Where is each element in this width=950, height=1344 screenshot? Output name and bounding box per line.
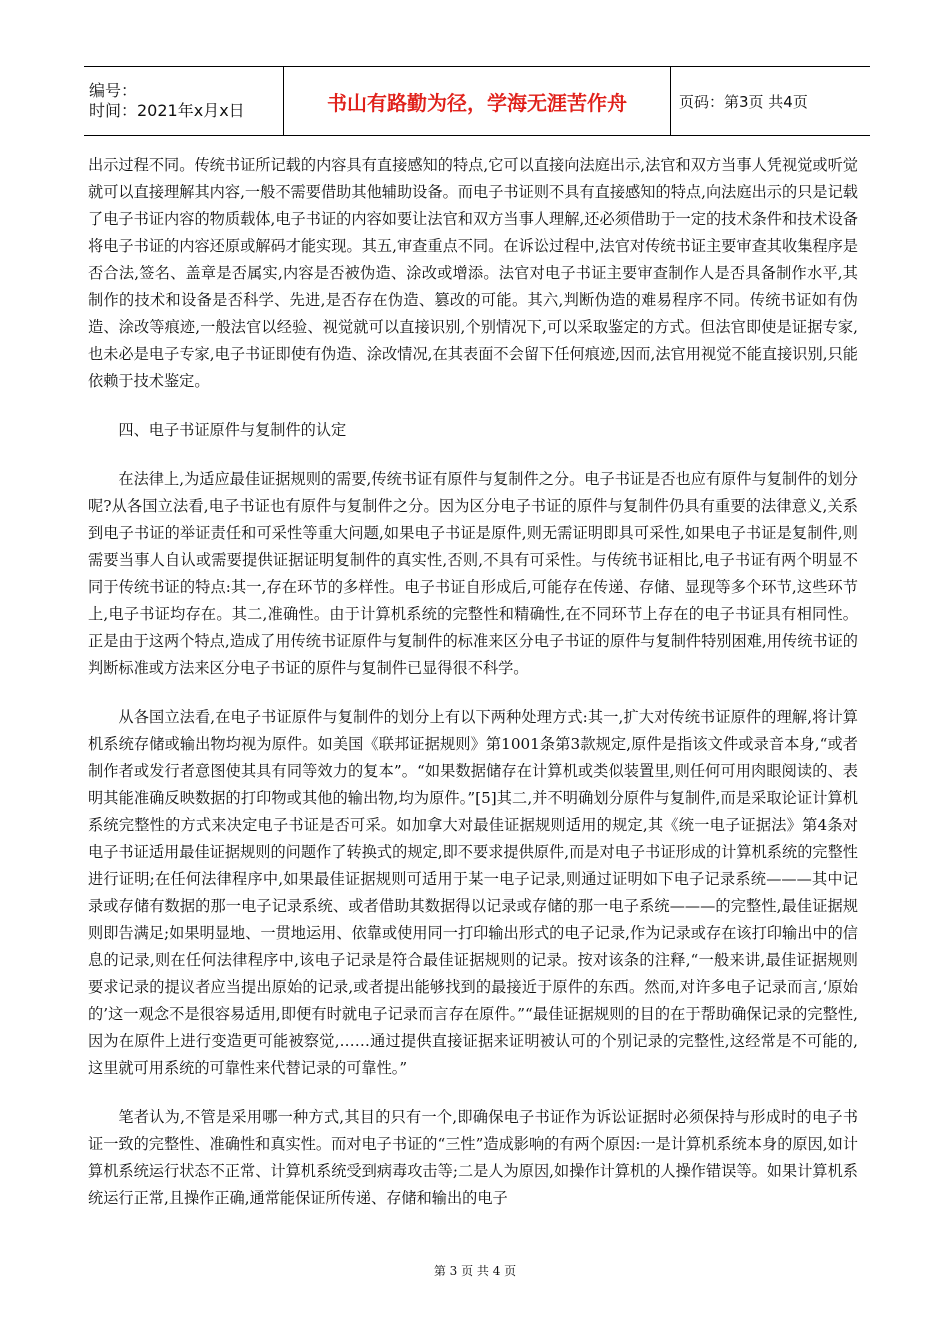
page-header — [84, 66, 870, 136]
section-heading: 四、电子书证原件与复制件的认定 — [118, 421, 347, 439]
body-paragraph: 从各国立法看,在电子书证原件与复制件的划分上有以下两种处理方式:其一,扩大对传统书证原件的理解,将计算机系统存储或输出物均视为原件。如美国《联邦证据规则》第1001条第3款规定,原件是指该文件或录音本身,“或者制作者或发行者意图使其具有同等效力的复本”。“如果数据储存在计算机或类似装置里,则任何可用肉眼阅读的、表明其能准确反映数据的打印物或其他的输出物,均为原件。”[5]其二,并不明确划分原件与复制件,而是采取论证计算机系统完整性的方式来决定电子书证是否可采。如加拿大对最佳证据规则适用的规定,其《统一电子证据法》第4条对电子书证适用最佳证据规则的问题作了转换式的规定,即不要求提供原件,而是对电子书证形成的计算机系统的完整性进行证明;在任何法律程序中,如果最佳证据规则可适用于某一电子记录,则通过证明如下电子记录系统———其中记录或存储有数据的那一电子记录系统、或者借助其数据得以记录或存储的那一电子系统———的完整性,最佳证据规则即告满足;如果明显地、一贯地运用、依靠或使用同一打印输出形式的电子记录,作为记录或存在该打印输出中的信息的记录,则在任何法律程序中,该电子记录是符合最佳证据规则的记录。按对该条的注释,“一般来讲,最佳证据规则要求记录的提议者应当提出原始的记录,或者提出能够找到的最接近于原件的东西。然而,对许多电子记录而言,‘原始的’这一观念不是很容易适用,即便有时就电子记录而言存在原件。”“最佳证据规则的目的在于帮助确保记录的完整性,因为在原件上进行变造更可能被察觉,……通过提供直接证据来证明被认可的个别记录的完整性,这经常是不可能的,这里就可用系统的可靠性来代替记录的可靠性。” — [88, 708, 858, 1077]
header-meta — [84, 67, 284, 135]
header-motto: 书山有路勤为径，学海无涯苦作舟 — [284, 67, 671, 135]
document-date: 时间：2021年x月x日 — [89, 101, 245, 120]
body-paragraph: 出示过程不同。传统书证所记载的内容具有直接感知的特点,它可以直接向法庭出示,法官和双方当事人凭视觉或听觉就可以直接理解其内容,一般不需要借助其他辅助设备。而电子书证则不具有直接感知的特点,向法庭出示的只是记载了电子书证内容的物质载体,电子书证的内容如要让法官和双方当事人理解,还必须借助于一定的技术条件和技术设备将电子书证的内容还原或解码才能实现。其五,审查重点不同。在诉讼过程中,法官对传统书证主要审查其收集程序是否合法,签名、盖章是否属实,内容是否被伪造、涂改或增添。法官对电子书证主要审查制作人是否具备制作水平,其制作的技术和设备是否科学、先进,是否存在伪造、篡改的可能。其六,判断伪造的难易程序不同。传统书证如有伪造、涂改等痕迹,一般法官以经验、视觉就可以直接识别,个别情况下,可以采取鉴定的方式。但法官即使是证据专家,也未必是电子专家,电子书证即使有伪造、涂改情况,在其表面不会留下任何痕迹,因而,法官用视觉不能直接识别,只能依赖于技术鉴定。 — [88, 156, 858, 390]
header-page-info: 页码：第3页 共4页 — [679, 92, 808, 111]
document-number-label: 编号： — [89, 81, 138, 100]
document-body — [88, 152, 858, 1234]
page-footer: 第 3 页 共 4 页 — [433, 1264, 517, 1278]
body-paragraph: 笔者认为,不管是采用哪一种方式,其目的只有一个,即确保电子书证作为诉讼证据时必须保持与形成时的电子书证一致的完整性、准确性和真实性。而对电子书证的“三性”造成影响的有两个原因:一是计算机系统本身的原因,如计算机系统运行状态不正常、计算机系统受到病毒攻击等;二是人为原因,如操作计算机的人操作错误等。如果计算机系统运行正常,且操作正确,通常能保证所传递、存储和输出的电子 — [88, 1108, 858, 1207]
body-paragraph: 在法律上,为适应最佳证据规则的需要,传统书证有原件与复制件之分。电子书证是否也应有原件与复制件的划分呢?从各国立法看,电子书证也有原件与复制件之分。因为区分电子书证的原件与复制件仍具有重要的法律意义,关系到电子书证的举证责任和可采性等重大问题,如果电子书证是原件,则无需证明即具可采性,如果电子书证是复制件,则需要当事人自认或需要提供证据证明复制件的真实性,否则,不具有可采性。与传统书证相比,电子书证有两个明显不同于传统书证的特点:其一,存在环节的多样性。电子书证自形成后,可能存在传递、存储、显现等多个环节,这些环节上,电子书证均存在。其二,准确性。由于计算机系统的完整性和精确性,在不同环节上存在的电子书证具有相同性。正是由于这两个特点,造成了用传统书证原件与复制件的标准来区分电子书证的原件与复制件特别困难,用传统书证的判断标准或方法来区分电子书证的原件与复制件已显得很不科学。 — [88, 470, 858, 677]
